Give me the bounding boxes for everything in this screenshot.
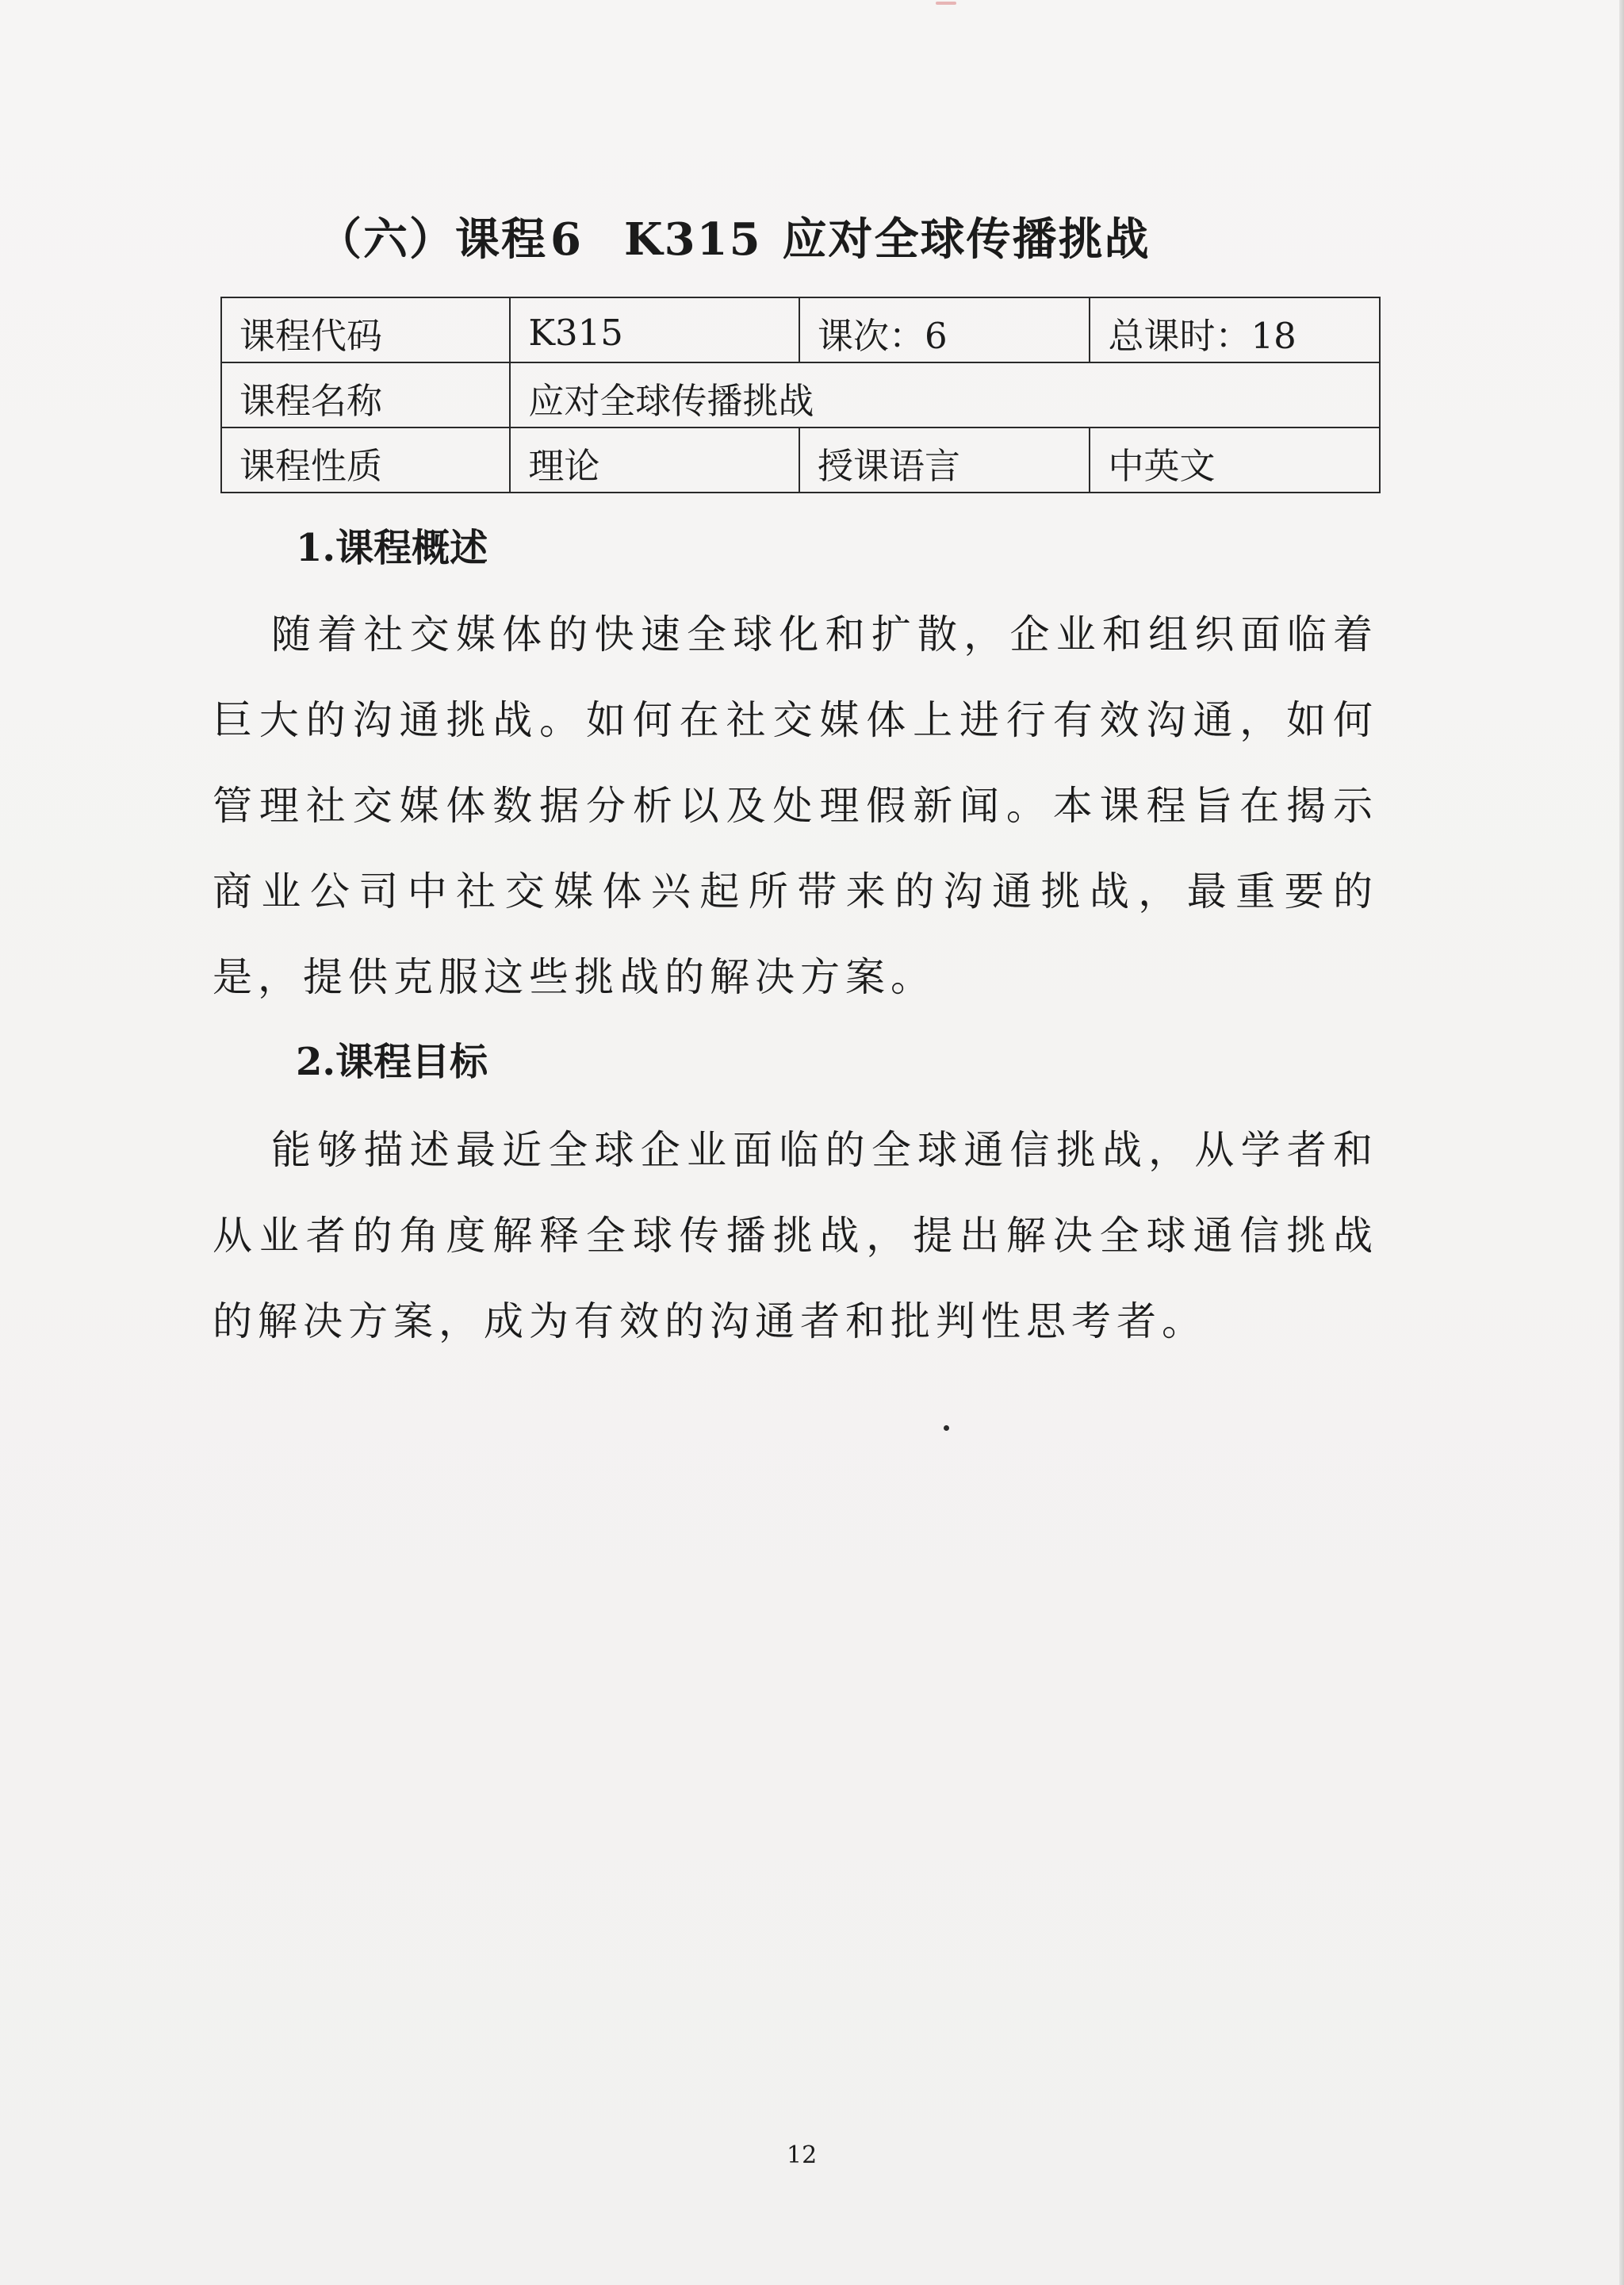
- table-row: [221, 427, 1380, 493]
- section-body-objectives: 能够描述最近全球企业面临的全球通信挑战，从学者和从业者的角度解释全球传播挑战，提出解决全球通信挑战的解决方案，成为有效的沟通者和批判性思考者。: [213, 1127, 1378, 1344]
- table-cell-course-type-label: 课程性质: [221, 427, 510, 493]
- table-row: [221, 362, 1380, 427]
- course-heading-prefix: （六）课程: [317, 213, 547, 266]
- table-cell-course-name-value: 应对全球传播挑战: [510, 362, 1380, 427]
- page-edge-shadow: [1619, 0, 1624, 2285]
- table-cell-language-value: 中英文: [1090, 427, 1380, 493]
- table-row: [221, 297, 1380, 362]
- table-cell-course-code-value: K315: [510, 297, 799, 362]
- scan-mark: [936, 2, 956, 5]
- table-cell-course-code-label: 课程代码: [221, 297, 510, 362]
- table-cell-language-label: 授课语言: [799, 427, 1090, 493]
- section-heading-overview: 1.课程概述: [296, 526, 488, 570]
- scan-speck: [944, 1425, 949, 1431]
- course-heading-number: 6: [550, 213, 583, 266]
- course-heading-code: K315: [623, 213, 762, 266]
- table-cell-course-name-label: 课程名称: [221, 362, 510, 427]
- course-heading-name: 应对全球传播挑战: [782, 213, 1151, 266]
- course-info-table: [220, 297, 1381, 493]
- table-cell-course-type-value: 理论: [510, 427, 799, 493]
- section-body-overview: 随着社交媒体的快速全球化和扩散，企业和组织面临着巨大的沟通挑战。如何在社交媒体上进行有效沟通，如何管理社交媒体数据分析以及处理假新闻。本课程旨在揭示商业公司中社交媒体兴起所带来的沟通挑战，最重要的是，提供克服这些挑战的解决方案。: [213, 612, 1378, 1000]
- course-heading: [317, 205, 1151, 268]
- table-cell-total-hours: 总课时：18: [1090, 297, 1380, 362]
- section-heading-objectives: 2.课程目标: [296, 1040, 488, 1084]
- page-number: 12: [787, 2141, 818, 2169]
- table-cell-lesson-count: 课次：6: [799, 297, 1090, 362]
